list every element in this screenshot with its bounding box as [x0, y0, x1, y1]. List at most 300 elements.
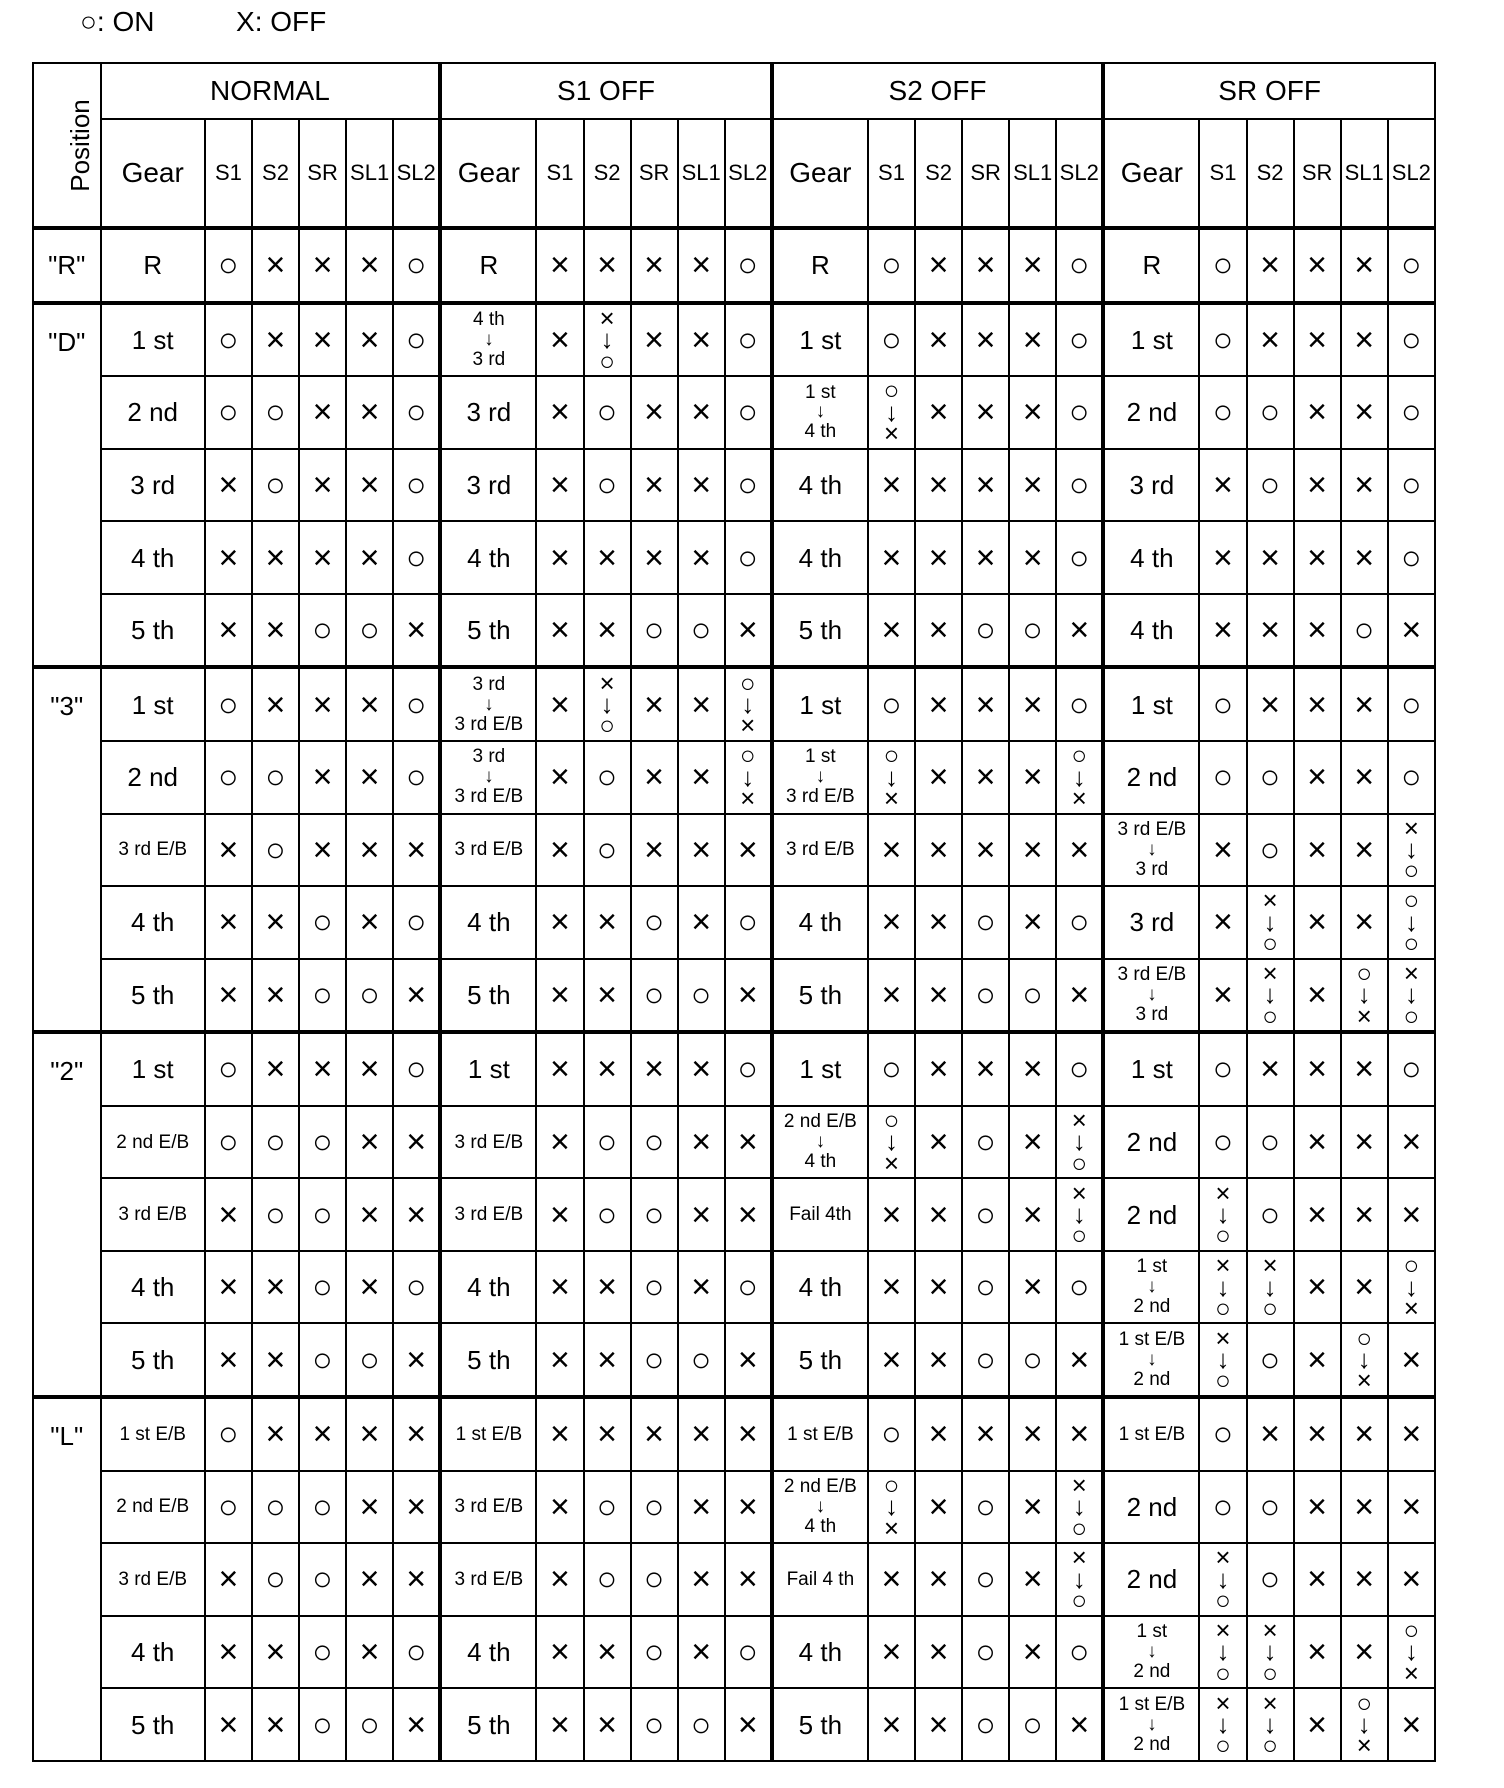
solenoid-state-cell: ×	[1341, 886, 1388, 959]
gear-cell: 5 th	[772, 1323, 868, 1397]
solenoid-state-cell: ×	[1009, 1032, 1056, 1106]
solenoid-state-cell: ×	[631, 814, 678, 887]
gear-cell: 1 st E/B ↓ 2 nd	[1103, 1323, 1199, 1397]
solenoid-state-cell: ×	[1341, 228, 1388, 303]
solenoid-state-cell: × ↓ ○	[1199, 1688, 1246, 1761]
table-row	[33, 886, 1435, 959]
solenoid-state-cell: ○	[678, 959, 725, 1033]
solenoid-state-cell: ○	[1388, 228, 1435, 303]
gear-cell: 3 rd E/B	[440, 1471, 536, 1544]
solenoid-state-cell: × ↓ ○	[584, 303, 631, 377]
solenoid-state-cell: ×	[1009, 1397, 1056, 1471]
gear-cell: 3 rd E/B ↓ 3 rd	[1103, 959, 1199, 1033]
solenoid-state-cell: ×	[1009, 376, 1056, 449]
solenoid-state-cell: ×	[868, 1688, 915, 1761]
solenoid-state-cell: ×	[962, 303, 1009, 377]
gear-cell: R	[440, 228, 536, 303]
position-label: "D"	[33, 303, 101, 668]
solenoid-state-cell: × ↓ ○	[1056, 1471, 1103, 1544]
solenoid-state-cell: ×	[393, 1178, 440, 1251]
gear-cell: 2 nd E/B ↓ 4 th	[772, 1106, 868, 1179]
solenoid-state-cell: ×	[1341, 1397, 1388, 1471]
solenoid-state-cell: ○	[962, 1471, 1009, 1544]
solenoid-state-cell: ×	[252, 521, 299, 594]
solenoid-state-cell: ×	[536, 667, 583, 741]
solenoid-state-cell: ×	[1341, 1471, 1388, 1544]
solenoid-state-cell: ○ ↓ ×	[1341, 1688, 1388, 1761]
solenoid-state-cell: ○	[631, 959, 678, 1033]
gear-cell: 5 th	[440, 1323, 536, 1397]
legend-on: ○: ON	[80, 6, 155, 37]
solenoid-state-cell: ×	[725, 1397, 772, 1471]
solenoid-state-cell: ○	[205, 376, 252, 449]
table-row	[33, 1178, 1435, 1251]
solenoid-state-cell: ○	[584, 814, 631, 887]
solenoid-state-cell: ×	[1009, 886, 1056, 959]
solenoid-state-cell: ×	[725, 814, 772, 887]
gear-cell: 5 th	[772, 959, 868, 1033]
gear-cell: 2 nd	[101, 376, 205, 449]
solenoid-state-cell: ○	[1056, 228, 1103, 303]
solenoid-state-cell: ×	[915, 1397, 962, 1471]
solenoid-state-cell: ×	[1009, 1471, 1056, 1544]
solenoid-state-cell: ×	[725, 1106, 772, 1179]
solenoid-state-cell: ×	[1199, 814, 1246, 887]
table-row	[33, 1543, 1435, 1616]
solenoid-state-cell: ×	[1247, 594, 1294, 668]
gear-cell: 1 st	[772, 303, 868, 377]
solenoid-state-cell: ×	[536, 449, 583, 522]
gear-cell: 4 th	[101, 886, 205, 959]
solenoid-state-cell: ○	[299, 1251, 346, 1324]
solenoid-state-cell: ○	[252, 741, 299, 814]
solenoid-state-cell: ×	[678, 886, 725, 959]
solenoid-header-s2: S2	[584, 119, 631, 228]
solenoid-state-cell: ×	[584, 594, 631, 668]
solenoid-state-cell: ○	[299, 1323, 346, 1397]
solenoid-state-cell: ×	[1294, 814, 1341, 887]
solenoid-state-cell: ○	[1056, 303, 1103, 377]
solenoid-state-cell: ×	[1009, 814, 1056, 887]
gear-cell: 2 nd	[1103, 1543, 1199, 1616]
gear-header: Gear	[772, 119, 868, 228]
solenoid-state-cell: ○	[299, 1688, 346, 1761]
solenoid-state-cell: ○	[1247, 449, 1294, 522]
solenoid-state-cell: ×	[725, 1323, 772, 1397]
solenoid-state-cell: ×	[584, 1688, 631, 1761]
solenoid-state-cell: ×	[346, 667, 393, 741]
solenoid-state-cell: × ↓ ○	[1056, 1543, 1103, 1616]
solenoid-state-cell: × ↓ ○	[1056, 1106, 1103, 1179]
solenoid-state-cell: ○	[678, 1688, 725, 1761]
solenoid-state-cell: ×	[346, 303, 393, 377]
group-header-row	[33, 63, 1435, 119]
gear-cell: 3 rd	[101, 449, 205, 522]
gear-cell: 4 th	[772, 1616, 868, 1689]
solenoid-state-cell: ○	[1056, 376, 1103, 449]
solenoid-state-cell: ○	[962, 1688, 1009, 1761]
solenoid-state-cell: ○	[252, 449, 299, 522]
solenoid-state-cell: ×	[1009, 1178, 1056, 1251]
solenoid-state-cell: × ↓ ○	[1056, 1178, 1103, 1251]
solenoid-state-cell: ×	[299, 228, 346, 303]
solenoid-state-cell: ○	[1009, 594, 1056, 668]
sub-header-row	[33, 119, 1435, 228]
solenoid-state-cell: ○	[962, 1178, 1009, 1251]
solenoid-state-cell: ×	[346, 1471, 393, 1544]
solenoid-state-cell: ×	[1009, 1251, 1056, 1324]
solenoid-state-cell: ×	[1009, 741, 1056, 814]
solenoid-state-cell: ○	[1388, 741, 1435, 814]
solenoid-state-cell: ○	[252, 376, 299, 449]
solenoid-state-cell: ×	[1056, 594, 1103, 668]
solenoid-state-cell: ×	[915, 1471, 962, 1544]
solenoid-state-cell: ○ ↓ ×	[1341, 1323, 1388, 1397]
solenoid-state-cell: ×	[962, 667, 1009, 741]
solenoid-state-cell: ×	[252, 1251, 299, 1324]
group-header-sr-off: SR OFF	[1103, 63, 1435, 119]
solenoid-header-s1: S1	[205, 119, 252, 228]
solenoid-state-cell: ○	[299, 1471, 346, 1544]
gear-cell: R	[101, 228, 205, 303]
solenoid-state-cell: ○	[678, 1323, 725, 1397]
gear-cell: 1 st	[772, 1032, 868, 1106]
solenoid-state-cell: ○	[631, 1616, 678, 1689]
solenoid-state-cell: ×	[205, 1178, 252, 1251]
position-header-label: Position	[64, 98, 95, 192]
solenoid-state-cell: ○	[725, 303, 772, 377]
table-row	[33, 303, 1435, 377]
solenoid-state-cell: ×	[205, 1616, 252, 1689]
position-label: "2"	[33, 1032, 101, 1397]
solenoid-header-sl1: SL1	[678, 119, 725, 228]
solenoid-state-cell: ○	[299, 594, 346, 668]
solenoid-state-cell: ○	[1199, 376, 1246, 449]
gear-cell: 2 nd E/B	[101, 1471, 205, 1544]
solenoid-state-cell: ×	[346, 741, 393, 814]
gear-cell: 4 th	[772, 449, 868, 522]
solenoid-header-sl2: SL2	[393, 119, 440, 228]
solenoid-state-cell: ×	[1056, 814, 1103, 887]
solenoid-state-cell: ○	[584, 741, 631, 814]
solenoid-state-cell: ×	[1199, 521, 1246, 594]
solenoid-state-cell: ○	[1199, 1032, 1246, 1106]
solenoid-state-cell: ○	[1199, 1397, 1246, 1471]
solenoid-state-cell: ×	[252, 1323, 299, 1397]
solenoid-state-cell: ×	[1294, 1251, 1341, 1324]
solenoid-state-cell: ×	[725, 1471, 772, 1544]
solenoid-state-cell: ×	[1056, 1688, 1103, 1761]
gear-cell: 1 st	[101, 1032, 205, 1106]
solenoid-state-cell: ×	[915, 1323, 962, 1397]
solenoid-state-cell: ×	[1056, 959, 1103, 1033]
solenoid-state-cell: × ↓ ○	[1247, 1688, 1294, 1761]
gear-cell: 4 th	[101, 521, 205, 594]
solenoid-state-cell: ○	[1009, 959, 1056, 1033]
solenoid-state-cell: ○	[725, 449, 772, 522]
solenoid-state-cell: ×	[205, 1543, 252, 1616]
solenoid-state-cell: ○	[205, 741, 252, 814]
solenoid-state-cell: ×	[584, 1251, 631, 1324]
solenoid-state-cell: ×	[1294, 1543, 1341, 1616]
solenoid-state-cell: ×	[962, 228, 1009, 303]
solenoid-state-cell: ○	[1388, 449, 1435, 522]
solenoid-state-cell: × ↓ ○	[1388, 959, 1435, 1033]
solenoid-state-cell: ○	[725, 228, 772, 303]
solenoid-state-cell: ×	[915, 228, 962, 303]
solenoid-state-cell: ×	[346, 1251, 393, 1324]
solenoid-header-sl1: SL1	[346, 119, 393, 228]
solenoid-header-sl2: SL2	[1056, 119, 1103, 228]
solenoid-state-cell: ○	[393, 521, 440, 594]
solenoid-state-cell: ×	[1294, 1688, 1341, 1761]
gear-cell: 1 st	[440, 1032, 536, 1106]
solenoid-state-cell: ○ ↓ ×	[868, 741, 915, 814]
gear-cell: 4 th	[1103, 594, 1199, 668]
solenoid-state-cell: ○	[962, 1543, 1009, 1616]
solenoid-state-cell: ×	[1294, 886, 1341, 959]
table-row	[33, 376, 1435, 449]
solenoid-state-cell: × ↓ ○	[1199, 1616, 1246, 1689]
gear-cell: 2 nd	[101, 741, 205, 814]
solenoid-state-cell: ×	[1341, 303, 1388, 377]
solenoid-state-cell: ×	[346, 449, 393, 522]
gear-cell: 4 th	[772, 1251, 868, 1324]
solenoid-state-cell: ×	[915, 594, 962, 668]
solenoid-state-cell: ×	[678, 1471, 725, 1544]
gear-cell: 3 rd E/B	[440, 1543, 536, 1616]
solenoid-state-cell: ×	[868, 1616, 915, 1689]
solenoid-state-cell: ×	[1294, 959, 1341, 1033]
solenoid-state-cell: ×	[631, 1032, 678, 1106]
solenoid-state-cell: ○ ↓ ×	[1388, 1616, 1435, 1689]
solenoid-state-cell: ×	[1247, 228, 1294, 303]
solenoid-state-cell: ○	[868, 303, 915, 377]
solenoid-state-cell: ○	[346, 594, 393, 668]
gear-cell: 5 th	[440, 594, 536, 668]
solenoid-state-cell: ×	[1388, 594, 1435, 668]
solenoid-state-cell: ×	[1341, 449, 1388, 522]
gear-cell: 3 rd ↓ 3 rd E/B	[440, 741, 536, 814]
solenoid-state-cell: ×	[725, 594, 772, 668]
table-row	[33, 1688, 1435, 1761]
solenoid-state-cell: ○	[962, 886, 1009, 959]
gear-cell: 1 st E/B	[440, 1397, 536, 1471]
table-row	[33, 1471, 1435, 1544]
solenoid-state-cell: ×	[1056, 1397, 1103, 1471]
solenoid-state-cell: ×	[678, 449, 725, 522]
solenoid-state-cell: ×	[1009, 1543, 1056, 1616]
solenoid-state-cell: ○	[1199, 667, 1246, 741]
solenoid-state-cell: ×	[346, 1543, 393, 1616]
solenoid-state-cell: ×	[678, 741, 725, 814]
gear-header: Gear	[1103, 119, 1199, 228]
solenoid-state-cell: ○	[205, 1106, 252, 1179]
gear-cell: 4 th	[440, 1251, 536, 1324]
gear-header: Gear	[440, 119, 536, 228]
gear-cell: 1 st ↓ 2 nd	[1103, 1251, 1199, 1324]
solenoid-state-cell: ×	[631, 449, 678, 522]
solenoid-state-cell: ×	[536, 1032, 583, 1106]
position-label: "L"	[33, 1397, 101, 1761]
solenoid-state-cell: ×	[1388, 1543, 1435, 1616]
solenoid-state-cell: ○	[962, 594, 1009, 668]
solenoid-state-cell: ○	[393, 1032, 440, 1106]
solenoid-state-cell: ○	[1247, 741, 1294, 814]
solenoid-state-cell: ○	[1388, 303, 1435, 377]
solenoid-state-cell: ×	[252, 667, 299, 741]
solenoid-state-cell: × ↓ ○	[1247, 1616, 1294, 1689]
solenoid-state-cell: ○	[1247, 1178, 1294, 1251]
solenoid-state-cell: ○	[584, 1471, 631, 1544]
solenoid-state-cell: ×	[1199, 959, 1246, 1033]
solenoid-state-cell: ○	[1247, 1471, 1294, 1544]
solenoid-state-cell: ○	[962, 1106, 1009, 1179]
group-header-s1-off: S1 OFF	[440, 63, 772, 119]
solenoid-state-cell: ×	[678, 521, 725, 594]
solenoid-state-cell: ○	[584, 376, 631, 449]
solenoid-state-cell: ×	[1388, 1471, 1435, 1544]
solenoid-state-cell: ×	[678, 1397, 725, 1471]
solenoid-state-cell: ×	[299, 741, 346, 814]
solenoid-state-cell: ×	[393, 1323, 440, 1397]
solenoid-state-cell: ×	[1341, 1616, 1388, 1689]
solenoid-state-cell: ×	[678, 1616, 725, 1689]
solenoid-state-cell: ×	[1388, 1106, 1435, 1179]
gear-cell: 3 rd	[1103, 886, 1199, 959]
solenoid-state-cell: ×	[393, 594, 440, 668]
solenoid-state-cell: ×	[1009, 228, 1056, 303]
solenoid-state-cell: ×	[536, 1106, 583, 1179]
solenoid-state-cell: ○ ↓ ×	[725, 741, 772, 814]
solenoid-state-cell: ○ ↓ ×	[1056, 741, 1103, 814]
solenoid-state-cell: ○	[1056, 1251, 1103, 1324]
solenoid-state-cell: ×	[205, 814, 252, 887]
solenoid-state-cell: ○ ↓ ×	[1341, 959, 1388, 1033]
solenoid-state-cell: ○	[584, 1106, 631, 1179]
solenoid-state-cell: ○	[299, 959, 346, 1033]
gear-cell: 2 nd	[1103, 741, 1199, 814]
gear-cell: 1 st	[101, 667, 205, 741]
solenoid-state-cell: ×	[536, 959, 583, 1033]
solenoid-state-cell: ○	[205, 228, 252, 303]
solenoid-header-sr: SR	[299, 119, 346, 228]
solenoid-state-cell: ○	[1247, 814, 1294, 887]
gear-cell: 4 th	[772, 886, 868, 959]
solenoid-state-cell: ○	[1388, 667, 1435, 741]
solenoid-state-cell: ×	[868, 959, 915, 1033]
solenoid-state-cell: ○	[868, 1032, 915, 1106]
solenoid-state-cell: ○	[299, 886, 346, 959]
solenoid-state-cell: ×	[1294, 1471, 1341, 1544]
gear-cell: Fail 4th	[772, 1178, 868, 1251]
solenoid-header-s2: S2	[1247, 119, 1294, 228]
solenoid-state-cell: ×	[346, 814, 393, 887]
gear-cell: 1 st	[772, 667, 868, 741]
gear-cell: 1 st	[1103, 667, 1199, 741]
gear-cell: 3 rd E/B	[440, 1106, 536, 1179]
solenoid-state-cell: ×	[631, 741, 678, 814]
solenoid-state-cell: ○ ↓ ○	[1388, 886, 1435, 959]
solenoid-state-cell: ○	[1341, 594, 1388, 668]
solenoid-state-cell: ○	[252, 1471, 299, 1544]
solenoid-state-cell: ○	[962, 1323, 1009, 1397]
gear-cell: 3 rd E/B ↓ 3 rd	[1103, 814, 1199, 887]
solenoid-state-cell: × ↓ ○	[1247, 1251, 1294, 1324]
solenoid-state-cell: ×	[1294, 1178, 1341, 1251]
solenoid-state-cell: ×	[205, 886, 252, 959]
solenoid-state-cell: ○	[678, 594, 725, 668]
solenoid-state-cell: ○	[1247, 1106, 1294, 1179]
solenoid-state-cell: ×	[252, 1616, 299, 1689]
solenoid-state-cell: ○	[1056, 667, 1103, 741]
solenoid-state-cell: ×	[299, 521, 346, 594]
solenoid-state-cell: ○	[631, 1251, 678, 1324]
solenoid-state-cell: ○	[205, 303, 252, 377]
solenoid-state-cell: ○	[393, 376, 440, 449]
solenoid-state-cell: ×	[346, 1397, 393, 1471]
solenoid-state-cell: ×	[962, 741, 1009, 814]
gear-cell: 5 th	[440, 1688, 536, 1761]
table-body	[33, 228, 1435, 1761]
solenoid-state-cell: ×	[868, 1543, 915, 1616]
gear-cell: 4 th ↓ 3 rd	[440, 303, 536, 377]
solenoid-state-cell: ×	[205, 1688, 252, 1761]
solenoid-state-cell: ×	[536, 376, 583, 449]
solenoid-state-cell: ×	[678, 1178, 725, 1251]
solenoid-state-cell: × ↓ ○	[1247, 886, 1294, 959]
solenoid-state-cell: ×	[1294, 376, 1341, 449]
solenoid-state-cell: ×	[1056, 1323, 1103, 1397]
gear-cell: 3 rd E/B	[101, 1178, 205, 1251]
solenoid-state-cell: ×	[631, 303, 678, 377]
solenoid-state-cell: ○	[868, 1397, 915, 1471]
solenoid-state-cell: ×	[1341, 521, 1388, 594]
solenoid-state-cell: ×	[1341, 741, 1388, 814]
solenoid-state-cell: ×	[536, 1616, 583, 1689]
solenoid-state-cell: ×	[299, 1397, 346, 1471]
solenoid-state-cell: ○ ↓ ×	[868, 376, 915, 449]
solenoid-state-cell: ×	[393, 1543, 440, 1616]
solenoid-state-cell: ×	[1247, 667, 1294, 741]
solenoid-state-cell: ×	[536, 1323, 583, 1397]
solenoid-state-cell: ○	[725, 521, 772, 594]
gear-cell: 5 th	[101, 959, 205, 1033]
gear-cell: 3 rd E/B	[101, 1543, 205, 1616]
table-row	[33, 521, 1435, 594]
solenoid-state-cell: ×	[393, 1688, 440, 1761]
solenoid-state-cell: ○	[1009, 1323, 1056, 1397]
gear-cell: 2 nd E/B ↓ 4 th	[772, 1471, 868, 1544]
solenoid-state-cell: ×	[205, 959, 252, 1033]
solenoid-state-cell: ×	[1009, 1616, 1056, 1689]
solenoid-state-cell: ×	[252, 1688, 299, 1761]
gear-cell: 1 st	[1103, 303, 1199, 377]
solenoid-state-cell: ×	[584, 1323, 631, 1397]
solenoid-state-cell: ×	[1294, 741, 1341, 814]
solenoid-state-cell: ×	[1294, 1323, 1341, 1397]
solenoid-state-cell: ×	[1009, 521, 1056, 594]
solenoid-state-cell: ○	[584, 449, 631, 522]
gear-cell: 5 th	[772, 1688, 868, 1761]
solenoid-state-cell: ×	[1009, 303, 1056, 377]
solenoid-state-cell: ○	[393, 1616, 440, 1689]
solenoid-state-cell: ○	[631, 1178, 678, 1251]
solenoid-state-cell: ×	[678, 376, 725, 449]
legend-off: X: OFF	[236, 6, 327, 37]
solenoid-state-cell: ×	[536, 1251, 583, 1324]
gear-header: Gear	[101, 119, 205, 228]
